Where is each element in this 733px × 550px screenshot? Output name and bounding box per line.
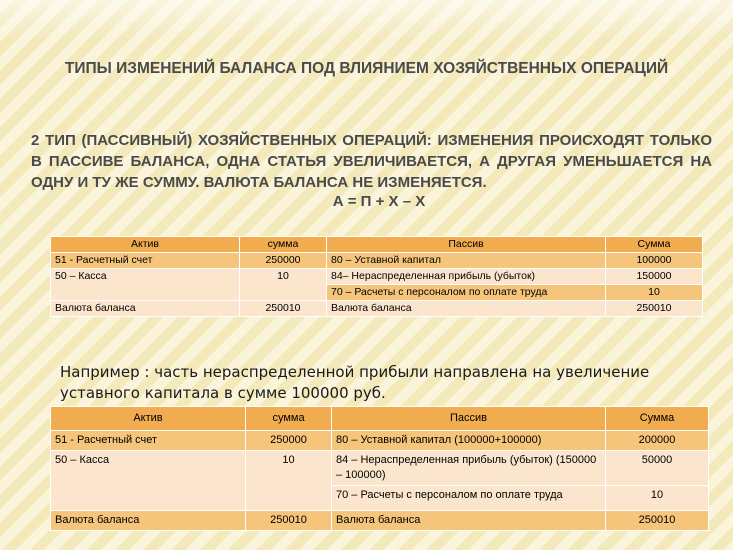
header-liability-sum: Сумма [606,407,709,431]
table-row [51,451,709,486]
balance-formula: А = П + Х – Х [332,193,426,210]
asset-total-label: Валюта баланса [51,511,246,531]
header-liability: Пассив [327,237,606,253]
header-asset-sum: сумма [246,407,332,431]
liability-total-label: Валюта баланса [332,511,606,531]
header-asset: Актив [51,407,246,431]
liability-total-label: Валюта баланса [327,301,606,317]
asset-sum-cell: 10 [246,451,332,511]
table-row [51,269,703,285]
asset-cell: 50 – Касса [51,451,246,511]
operation-type-description: 2 ТИП (ПАССИВНЫЙ) ХОЗЯЙСТВЕННЫХ ОПЕРАЦИЙ: ИЗМЕНЕНИЯ ПРОИСХОДЯТ ТОЛЬКО В ПАССИВЕ БАЛАНСА, ОДНА СТАТЬЯ УВЕЛИЧИВАЕТСЯ, А ДРУГАЯ УМЕНЬШАЕТСЯ НА ОДНУ И ТУ ЖЕ СУММУ. ВАЛЮТА БАЛАНСА НЕ ИЗМЕНЯЕТСЯ. [31,132,712,191]
liability-sum-cell: 100000 [606,253,703,269]
liability-cell: 84 – Нераспределенная прибыль (убыток) (150000 – 100000) [332,451,606,486]
header-asset-sum: сумма [240,237,327,253]
table-total-row [51,511,709,531]
balance-table-before [50,236,703,317]
liability-sum-cell: 50000 [606,451,709,486]
asset-sum-cell: 10 [240,269,327,301]
asset-total-sum: 250010 [246,511,332,531]
table-header-row [51,237,703,253]
table-row [51,253,703,269]
balance-table-after [50,406,709,531]
liability-sum-cell: 200000 [606,431,709,451]
asset-sum-cell: 250000 [240,253,327,269]
table-header-row [51,407,709,431]
table-row [51,431,709,451]
asset-cell: 51 - Расчетный счет [51,253,240,269]
liability-cell: 80 – Уставной капитал (100000+100000) [332,431,606,451]
asset-total-sum: 250010 [240,301,327,317]
liability-sum-cell: 10 [606,486,709,511]
header-liability-sum: Сумма [606,237,703,253]
top-decorative-band [0,0,733,40]
liability-cell: 70 – Расчеты с персоналом по оплате труда [332,486,606,511]
liability-sum-cell: 150000 [606,269,703,285]
header-asset: Актив [51,237,240,253]
header-liability: Пассив [332,407,606,431]
liability-total-sum: 250010 [606,301,703,317]
example-text: Например : часть нераспределенной прибыли направлена на увеличение уставного капитала в сумме 100000 руб. [60,363,650,402]
liability-sum-cell: 10 [606,285,703,301]
asset-cell: 51 - Расчетный счет [51,431,246,451]
asset-sum-cell: 250000 [246,431,332,451]
liability-cell: 84– Нераспределенная прибыль (убыток) [327,269,606,285]
asset-total-label: Валюта баланса [51,301,240,317]
slide-title: ТИПЫ ИЗМЕНЕНИЙ БАЛАНСА ПОД ВЛИЯНИЕМ ХОЗЯЙСТВЕННЫХ ОПЕРАЦИЙ [64,60,669,77]
liability-total-sum: 250010 [606,511,709,531]
table-total-row [51,301,703,317]
liability-cell: 80 – Уставной капитал [327,253,606,269]
asset-cell: 50 – Касса [51,269,240,301]
liability-cell: 70 – Расчеты с персоналом по оплате труда [327,285,606,301]
